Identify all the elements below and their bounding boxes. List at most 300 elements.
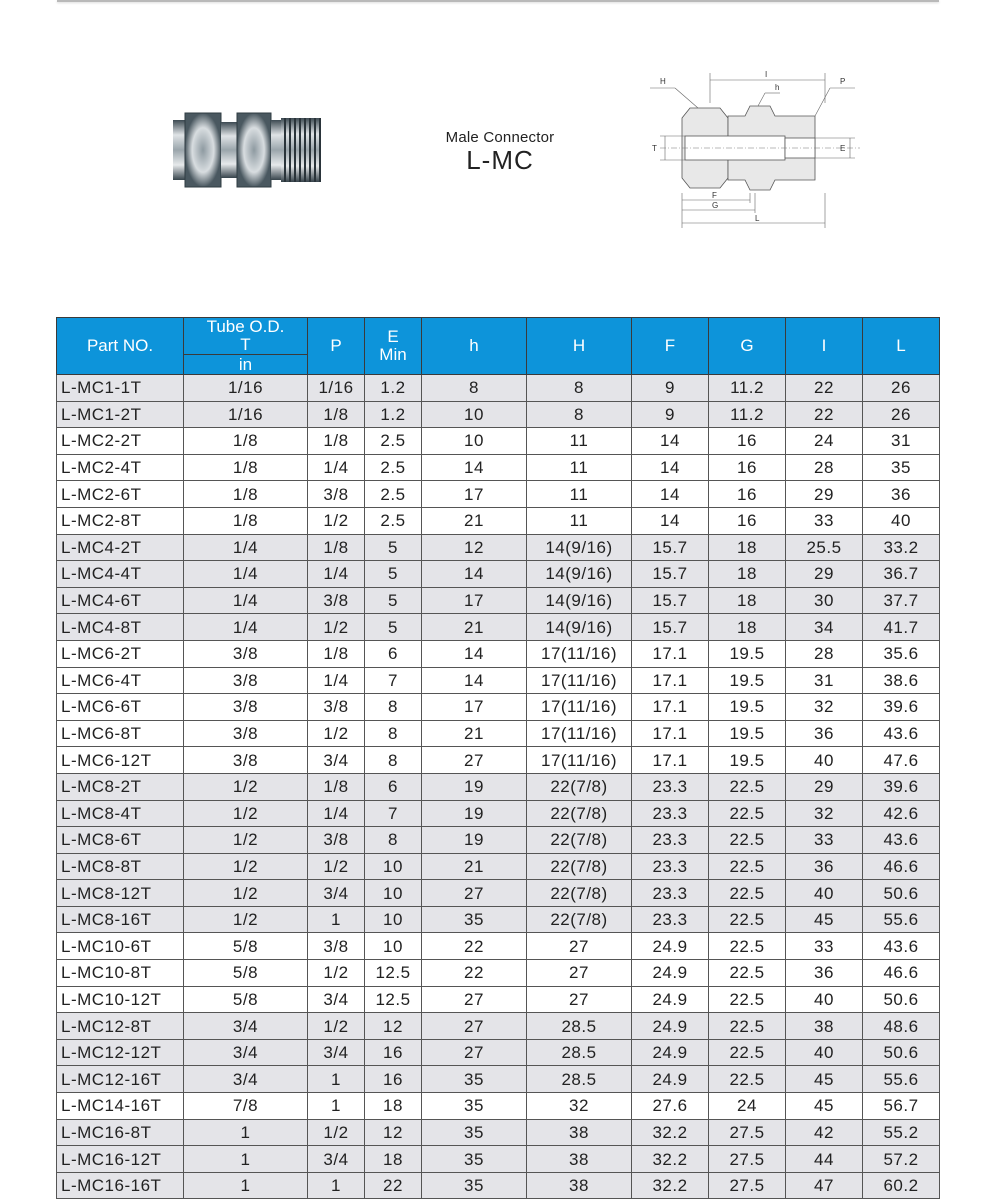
cell-L: 38.6 bbox=[863, 667, 940, 694]
cell-p: 1/2 bbox=[308, 507, 365, 534]
cell-I: 29 bbox=[786, 773, 863, 800]
cell-e-min: 8 bbox=[365, 720, 422, 747]
cell-tube-od: 1/2 bbox=[184, 906, 308, 933]
cell-part-no: L-MC10-8T bbox=[57, 960, 184, 987]
cell-p: 3/4 bbox=[308, 986, 365, 1013]
cell-G: 19.5 bbox=[709, 720, 786, 747]
table-row bbox=[57, 1093, 940, 1120]
cell-h-small: 10 bbox=[422, 428, 527, 455]
cell-tube-od: 5/8 bbox=[184, 960, 308, 987]
cell-part-no: L-MC8-6T bbox=[57, 827, 184, 854]
table-row bbox=[57, 375, 940, 402]
cell-F: 23.3 bbox=[632, 880, 709, 907]
cell-F: 17.1 bbox=[632, 667, 709, 694]
cell-G: 16 bbox=[709, 428, 786, 455]
cell-p: 3/4 bbox=[308, 1146, 365, 1173]
cell-H: 22(7/8) bbox=[527, 853, 632, 880]
drawing-label-h: h bbox=[775, 83, 780, 92]
cell-L: 39.6 bbox=[863, 773, 940, 800]
cell-L: 50.6 bbox=[863, 880, 940, 907]
cell-H: 27 bbox=[527, 933, 632, 960]
cell-e-min: 1.2 bbox=[365, 375, 422, 402]
cell-L: 41.7 bbox=[863, 614, 940, 641]
cell-H: 11 bbox=[527, 481, 632, 508]
cell-H: 38 bbox=[527, 1119, 632, 1146]
cell-G: 22.5 bbox=[709, 800, 786, 827]
cell-e-min: 8 bbox=[365, 694, 422, 721]
cell-tube-od: 1/2 bbox=[184, 853, 308, 880]
cell-I: 45 bbox=[786, 1066, 863, 1093]
cell-I: 24 bbox=[786, 428, 863, 455]
table-row bbox=[57, 1146, 940, 1173]
cell-tube-od: 1 bbox=[184, 1146, 308, 1173]
cell-part-no: L-MC4-6T bbox=[57, 587, 184, 614]
cell-I: 22 bbox=[786, 401, 863, 428]
cell-part-no: L-MC12-12T bbox=[57, 1039, 184, 1066]
cell-F: 24.9 bbox=[632, 1013, 709, 1040]
col-header-L: L bbox=[863, 318, 940, 375]
cell-F: 24.9 bbox=[632, 1039, 709, 1066]
cell-I: 33 bbox=[786, 933, 863, 960]
cell-L: 55.6 bbox=[863, 1066, 940, 1093]
cell-tube-od: 1/4 bbox=[184, 561, 308, 588]
col-header-tube-od-unit: in bbox=[184, 355, 308, 375]
cell-e-min: 5 bbox=[365, 587, 422, 614]
cell-p: 1/16 bbox=[308, 375, 365, 402]
cell-H: 22(7/8) bbox=[527, 773, 632, 800]
cell-h-small: 14 bbox=[422, 640, 527, 667]
cell-p: 1/4 bbox=[308, 667, 365, 694]
cell-h-small: 22 bbox=[422, 960, 527, 987]
product-photo bbox=[165, 110, 325, 190]
cell-L: 37.7 bbox=[863, 587, 940, 614]
cell-F: 32.2 bbox=[632, 1172, 709, 1199]
cell-h-small: 14 bbox=[422, 667, 527, 694]
cell-F: 24.9 bbox=[632, 960, 709, 987]
cell-part-no: L-MC4-2T bbox=[57, 534, 184, 561]
cell-tube-od: 1/4 bbox=[184, 587, 308, 614]
table-row bbox=[57, 481, 940, 508]
cell-e-min: 5 bbox=[365, 614, 422, 641]
cell-I: 22 bbox=[786, 375, 863, 402]
cell-G: 22.5 bbox=[709, 827, 786, 854]
drawing-label-G: G bbox=[712, 201, 719, 210]
cell-I: 33 bbox=[786, 507, 863, 534]
cell-I: 47 bbox=[786, 1172, 863, 1199]
col-header-part-no: Part NO. bbox=[57, 318, 184, 375]
cell-p: 3/4 bbox=[308, 880, 365, 907]
cell-F: 24.9 bbox=[632, 986, 709, 1013]
cell-L: 26 bbox=[863, 375, 940, 402]
cell-G: 22.5 bbox=[709, 853, 786, 880]
cell-h-small: 12 bbox=[422, 534, 527, 561]
table-row bbox=[57, 614, 940, 641]
table-row bbox=[57, 720, 940, 747]
cell-e-min: 18 bbox=[365, 1093, 422, 1120]
cell-I: 44 bbox=[786, 1146, 863, 1173]
table-row bbox=[57, 906, 940, 933]
cell-F: 23.3 bbox=[632, 906, 709, 933]
cell-H: 22(7/8) bbox=[527, 800, 632, 827]
cell-tube-od: 1/8 bbox=[184, 481, 308, 508]
cell-h-small: 14 bbox=[422, 561, 527, 588]
table-row bbox=[57, 694, 940, 721]
cell-p: 3/8 bbox=[308, 481, 365, 508]
cell-F: 17.1 bbox=[632, 640, 709, 667]
col-header-H: H bbox=[527, 318, 632, 375]
table-row bbox=[57, 960, 940, 987]
cell-F: 23.3 bbox=[632, 853, 709, 880]
cell-H: 17(11/16) bbox=[527, 694, 632, 721]
cell-F: 15.7 bbox=[632, 534, 709, 561]
cell-L: 60.2 bbox=[863, 1172, 940, 1199]
cell-tube-od: 3/8 bbox=[184, 720, 308, 747]
cell-h-small: 8 bbox=[422, 375, 527, 402]
cell-G: 16 bbox=[709, 481, 786, 508]
col-header-h-small: h bbox=[422, 318, 527, 375]
cell-L: 47.6 bbox=[863, 747, 940, 774]
cell-part-no: L-MC8-2T bbox=[57, 773, 184, 800]
cell-L: 31 bbox=[863, 428, 940, 455]
cell-H: 32 bbox=[527, 1093, 632, 1120]
table-row bbox=[57, 853, 940, 880]
cell-G: 22.5 bbox=[709, 1066, 786, 1093]
cell-G: 19.5 bbox=[709, 667, 786, 694]
cell-I: 28 bbox=[786, 640, 863, 667]
cell-tube-od: 1 bbox=[184, 1119, 308, 1146]
cell-tube-od: 1/16 bbox=[184, 401, 308, 428]
cell-tube-od: 5/8 bbox=[184, 986, 308, 1013]
cell-L: 42.6 bbox=[863, 800, 940, 827]
cell-F: 23.3 bbox=[632, 773, 709, 800]
cell-I: 25.5 bbox=[786, 534, 863, 561]
cell-I: 45 bbox=[786, 906, 863, 933]
table-row bbox=[57, 747, 940, 774]
cell-H: 8 bbox=[527, 401, 632, 428]
cell-h-small: 14 bbox=[422, 454, 527, 481]
cell-part-no: L-MC1-1T bbox=[57, 375, 184, 402]
cell-e-min: 16 bbox=[365, 1039, 422, 1066]
cell-G: 24 bbox=[709, 1093, 786, 1120]
cell-tube-od: 3/4 bbox=[184, 1013, 308, 1040]
cell-L: 33.2 bbox=[863, 534, 940, 561]
cell-tube-od: 1/8 bbox=[184, 428, 308, 455]
drawing-label-F: F bbox=[712, 191, 717, 200]
cell-e-min: 10 bbox=[365, 880, 422, 907]
cell-F: 9 bbox=[632, 401, 709, 428]
cell-tube-od: 3/8 bbox=[184, 667, 308, 694]
cell-p: 3/4 bbox=[308, 1039, 365, 1066]
cell-part-no: L-MC10-12T bbox=[57, 986, 184, 1013]
cell-part-no: L-MC6-8T bbox=[57, 720, 184, 747]
cell-p: 1/4 bbox=[308, 800, 365, 827]
cell-H: 11 bbox=[527, 428, 632, 455]
cell-tube-od: 1/2 bbox=[184, 773, 308, 800]
cell-I: 28 bbox=[786, 454, 863, 481]
technical-drawing bbox=[640, 68, 870, 233]
cell-H: 11 bbox=[527, 507, 632, 534]
cell-p: 1/8 bbox=[308, 534, 365, 561]
tube-od-line2: T bbox=[240, 335, 251, 354]
cell-tube-od: 3/4 bbox=[184, 1066, 308, 1093]
cell-part-no: L-MC2-2T bbox=[57, 428, 184, 455]
cell-h-small: 17 bbox=[422, 694, 527, 721]
cell-F: 27.6 bbox=[632, 1093, 709, 1120]
cell-h-small: 19 bbox=[422, 773, 527, 800]
cell-e-min: 2.5 bbox=[365, 454, 422, 481]
cell-e-min: 12.5 bbox=[365, 960, 422, 987]
col-header-G: G bbox=[709, 318, 786, 375]
product-title bbox=[420, 129, 580, 174]
cell-part-no: L-MC8-4T bbox=[57, 800, 184, 827]
table-row bbox=[57, 1066, 940, 1093]
cell-L: 43.6 bbox=[863, 827, 940, 854]
cell-G: 11.2 bbox=[709, 401, 786, 428]
cell-p: 1 bbox=[308, 1172, 365, 1199]
cell-p: 1/4 bbox=[308, 561, 365, 588]
cell-G: 16 bbox=[709, 507, 786, 534]
cell-tube-od: 1/2 bbox=[184, 800, 308, 827]
cell-L: 35.6 bbox=[863, 640, 940, 667]
cell-e-min: 10 bbox=[365, 933, 422, 960]
cell-F: 15.7 bbox=[632, 587, 709, 614]
cell-part-no: L-MC2-6T bbox=[57, 481, 184, 508]
cell-G: 22.5 bbox=[709, 1039, 786, 1066]
cell-h-small: 10 bbox=[422, 401, 527, 428]
cell-I: 29 bbox=[786, 561, 863, 588]
cell-F: 14 bbox=[632, 507, 709, 534]
cell-h-small: 19 bbox=[422, 800, 527, 827]
cell-L: 43.6 bbox=[863, 933, 940, 960]
cell-e-min: 7 bbox=[365, 800, 422, 827]
cell-F: 24.9 bbox=[632, 1066, 709, 1093]
table-row bbox=[57, 1172, 940, 1199]
cell-H: 28.5 bbox=[527, 1013, 632, 1040]
cell-L: 36 bbox=[863, 481, 940, 508]
cell-p: 1/2 bbox=[308, 853, 365, 880]
drawing-label-T: T bbox=[652, 144, 657, 153]
cell-h-small: 22 bbox=[422, 933, 527, 960]
cell-G: 18 bbox=[709, 561, 786, 588]
table-row bbox=[57, 1013, 940, 1040]
cell-G: 22.5 bbox=[709, 986, 786, 1013]
cell-h-small: 21 bbox=[422, 853, 527, 880]
cell-part-no: L-MC1-2T bbox=[57, 401, 184, 428]
cell-F: 32.2 bbox=[632, 1146, 709, 1173]
cell-part-no: L-MC16-12T bbox=[57, 1146, 184, 1173]
cell-F: 24.9 bbox=[632, 933, 709, 960]
cell-H: 14(9/16) bbox=[527, 614, 632, 641]
cell-tube-od: 1/16 bbox=[184, 375, 308, 402]
cell-e-min: 6 bbox=[365, 640, 422, 667]
cell-I: 29 bbox=[786, 481, 863, 508]
cell-h-small: 21 bbox=[422, 720, 527, 747]
cell-I: 32 bbox=[786, 800, 863, 827]
table-row bbox=[57, 561, 940, 588]
cell-e-min: 2.5 bbox=[365, 507, 422, 534]
cell-H: 28.5 bbox=[527, 1066, 632, 1093]
cell-F: 14 bbox=[632, 481, 709, 508]
cell-H: 27 bbox=[527, 960, 632, 987]
col-header-tube-od bbox=[184, 318, 308, 355]
cell-F: 15.7 bbox=[632, 614, 709, 641]
cell-tube-od: 1/2 bbox=[184, 827, 308, 854]
cell-p: 1/2 bbox=[308, 960, 365, 987]
cell-L: 57.2 bbox=[863, 1146, 940, 1173]
cell-part-no: L-MC8-12T bbox=[57, 880, 184, 907]
cell-part-no: L-MC16-16T bbox=[57, 1172, 184, 1199]
cell-h-small: 17 bbox=[422, 481, 527, 508]
cell-I: 34 bbox=[786, 614, 863, 641]
cell-h-small: 35 bbox=[422, 1093, 527, 1120]
cell-tube-od: 3/4 bbox=[184, 1039, 308, 1066]
table-row bbox=[57, 1119, 940, 1146]
cell-p: 1/8 bbox=[308, 428, 365, 455]
cell-e-min: 12.5 bbox=[365, 986, 422, 1013]
cell-tube-od: 3/8 bbox=[184, 747, 308, 774]
cell-e-min: 2.5 bbox=[365, 428, 422, 455]
cell-e-min: 12 bbox=[365, 1119, 422, 1146]
cell-p: 1/4 bbox=[308, 454, 365, 481]
cell-p: 1 bbox=[308, 1093, 365, 1120]
cell-G: 27.5 bbox=[709, 1146, 786, 1173]
cell-tube-od: 3/8 bbox=[184, 640, 308, 667]
cell-H: 22(7/8) bbox=[527, 906, 632, 933]
table-row bbox=[57, 773, 940, 800]
cell-p: 1/2 bbox=[308, 1013, 365, 1040]
cell-F: 17.1 bbox=[632, 747, 709, 774]
cell-I: 36 bbox=[786, 720, 863, 747]
cell-I: 40 bbox=[786, 1039, 863, 1066]
cell-tube-od: 1 bbox=[184, 1172, 308, 1199]
cell-h-small: 35 bbox=[422, 1066, 527, 1093]
table-row bbox=[57, 428, 940, 455]
cell-p: 3/8 bbox=[308, 694, 365, 721]
cell-h-small: 27 bbox=[422, 880, 527, 907]
cell-h-small: 27 bbox=[422, 1013, 527, 1040]
drawing-label-P: P bbox=[840, 77, 846, 86]
drawing-label-I: I bbox=[765, 70, 768, 79]
cell-I: 33 bbox=[786, 827, 863, 854]
cell-p: 1/2 bbox=[308, 614, 365, 641]
table-row bbox=[57, 507, 940, 534]
table-row bbox=[57, 587, 940, 614]
cell-L: 48.6 bbox=[863, 1013, 940, 1040]
cell-H: 14(9/16) bbox=[527, 587, 632, 614]
cell-e-min: 22 bbox=[365, 1172, 422, 1199]
cell-H: 11 bbox=[527, 454, 632, 481]
cell-h-small: 35 bbox=[422, 1172, 527, 1199]
cell-L: 40 bbox=[863, 507, 940, 534]
cell-F: 9 bbox=[632, 375, 709, 402]
cell-h-small: 19 bbox=[422, 827, 527, 854]
cell-I: 40 bbox=[786, 747, 863, 774]
cell-G: 19.5 bbox=[709, 640, 786, 667]
cell-L: 55.6 bbox=[863, 906, 940, 933]
cell-H: 28.5 bbox=[527, 1039, 632, 1066]
cell-tube-od: 3/8 bbox=[184, 694, 308, 721]
col-header-F: F bbox=[632, 318, 709, 375]
table-row bbox=[57, 454, 940, 481]
cell-G: 27.5 bbox=[709, 1119, 786, 1146]
cell-G: 18 bbox=[709, 587, 786, 614]
cell-e-min: 10 bbox=[365, 853, 422, 880]
cell-G: 22.5 bbox=[709, 773, 786, 800]
cell-G: 19.5 bbox=[709, 747, 786, 774]
cell-F: 23.3 bbox=[632, 827, 709, 854]
cell-part-no: L-MC10-6T bbox=[57, 933, 184, 960]
cell-G: 18 bbox=[709, 534, 786, 561]
cell-G: 22.5 bbox=[709, 906, 786, 933]
cell-e-min: 8 bbox=[365, 747, 422, 774]
cell-e-min: 12 bbox=[365, 1013, 422, 1040]
cell-tube-od: 7/8 bbox=[184, 1093, 308, 1120]
cell-tube-od: 1/4 bbox=[184, 534, 308, 561]
cell-H: 14(9/16) bbox=[527, 534, 632, 561]
cell-L: 43.6 bbox=[863, 720, 940, 747]
cell-H: 17(11/16) bbox=[527, 747, 632, 774]
cell-p: 1/2 bbox=[308, 1119, 365, 1146]
cell-I: 32 bbox=[786, 694, 863, 721]
cell-H: 22(7/8) bbox=[527, 880, 632, 907]
cell-G: 22.5 bbox=[709, 933, 786, 960]
drawing-label-L: L bbox=[755, 214, 760, 223]
table-row bbox=[57, 986, 940, 1013]
e-line2: Min bbox=[379, 345, 407, 364]
cell-part-no: L-MC14-16T bbox=[57, 1093, 184, 1120]
cell-G: 22.5 bbox=[709, 960, 786, 987]
product-model: L-MC bbox=[466, 145, 534, 175]
drawing-label-E: E bbox=[840, 144, 846, 153]
cell-tube-od: 1/2 bbox=[184, 880, 308, 907]
e-line1: E bbox=[387, 327, 399, 346]
cell-tube-od: 1/4 bbox=[184, 614, 308, 641]
cell-F: 14 bbox=[632, 428, 709, 455]
cell-F: 32.2 bbox=[632, 1119, 709, 1146]
table-row bbox=[57, 880, 940, 907]
cell-I: 40 bbox=[786, 986, 863, 1013]
product-subtitle: Male Connector bbox=[445, 129, 555, 146]
cell-p: 3/4 bbox=[308, 747, 365, 774]
cell-e-min: 7 bbox=[365, 667, 422, 694]
cell-part-no: L-MC12-8T bbox=[57, 1013, 184, 1040]
cell-p: 1/8 bbox=[308, 640, 365, 667]
cell-part-no: L-MC2-8T bbox=[57, 507, 184, 534]
cell-e-min: 2.5 bbox=[365, 481, 422, 508]
cell-H: 22(7/8) bbox=[527, 827, 632, 854]
cell-H: 27 bbox=[527, 986, 632, 1013]
cell-L: 46.6 bbox=[863, 960, 940, 987]
cell-I: 40 bbox=[786, 880, 863, 907]
cell-h-small: 21 bbox=[422, 614, 527, 641]
cell-H: 38 bbox=[527, 1146, 632, 1173]
cell-F: 15.7 bbox=[632, 561, 709, 588]
cell-L: 39.6 bbox=[863, 694, 940, 721]
cell-G: 11.2 bbox=[709, 375, 786, 402]
dimensions-table bbox=[56, 317, 940, 1199]
table-row bbox=[57, 800, 940, 827]
cell-tube-od: 1/8 bbox=[184, 507, 308, 534]
cell-p: 3/8 bbox=[308, 933, 365, 960]
cell-G: 22.5 bbox=[709, 1013, 786, 1040]
cell-p: 1 bbox=[308, 906, 365, 933]
cell-part-no: L-MC12-16T bbox=[57, 1066, 184, 1093]
cell-H: 17(11/16) bbox=[527, 667, 632, 694]
table-row bbox=[57, 1039, 940, 1066]
cell-F: 17.1 bbox=[632, 720, 709, 747]
cell-h-small: 17 bbox=[422, 587, 527, 614]
cell-e-min: 1.2 bbox=[365, 401, 422, 428]
